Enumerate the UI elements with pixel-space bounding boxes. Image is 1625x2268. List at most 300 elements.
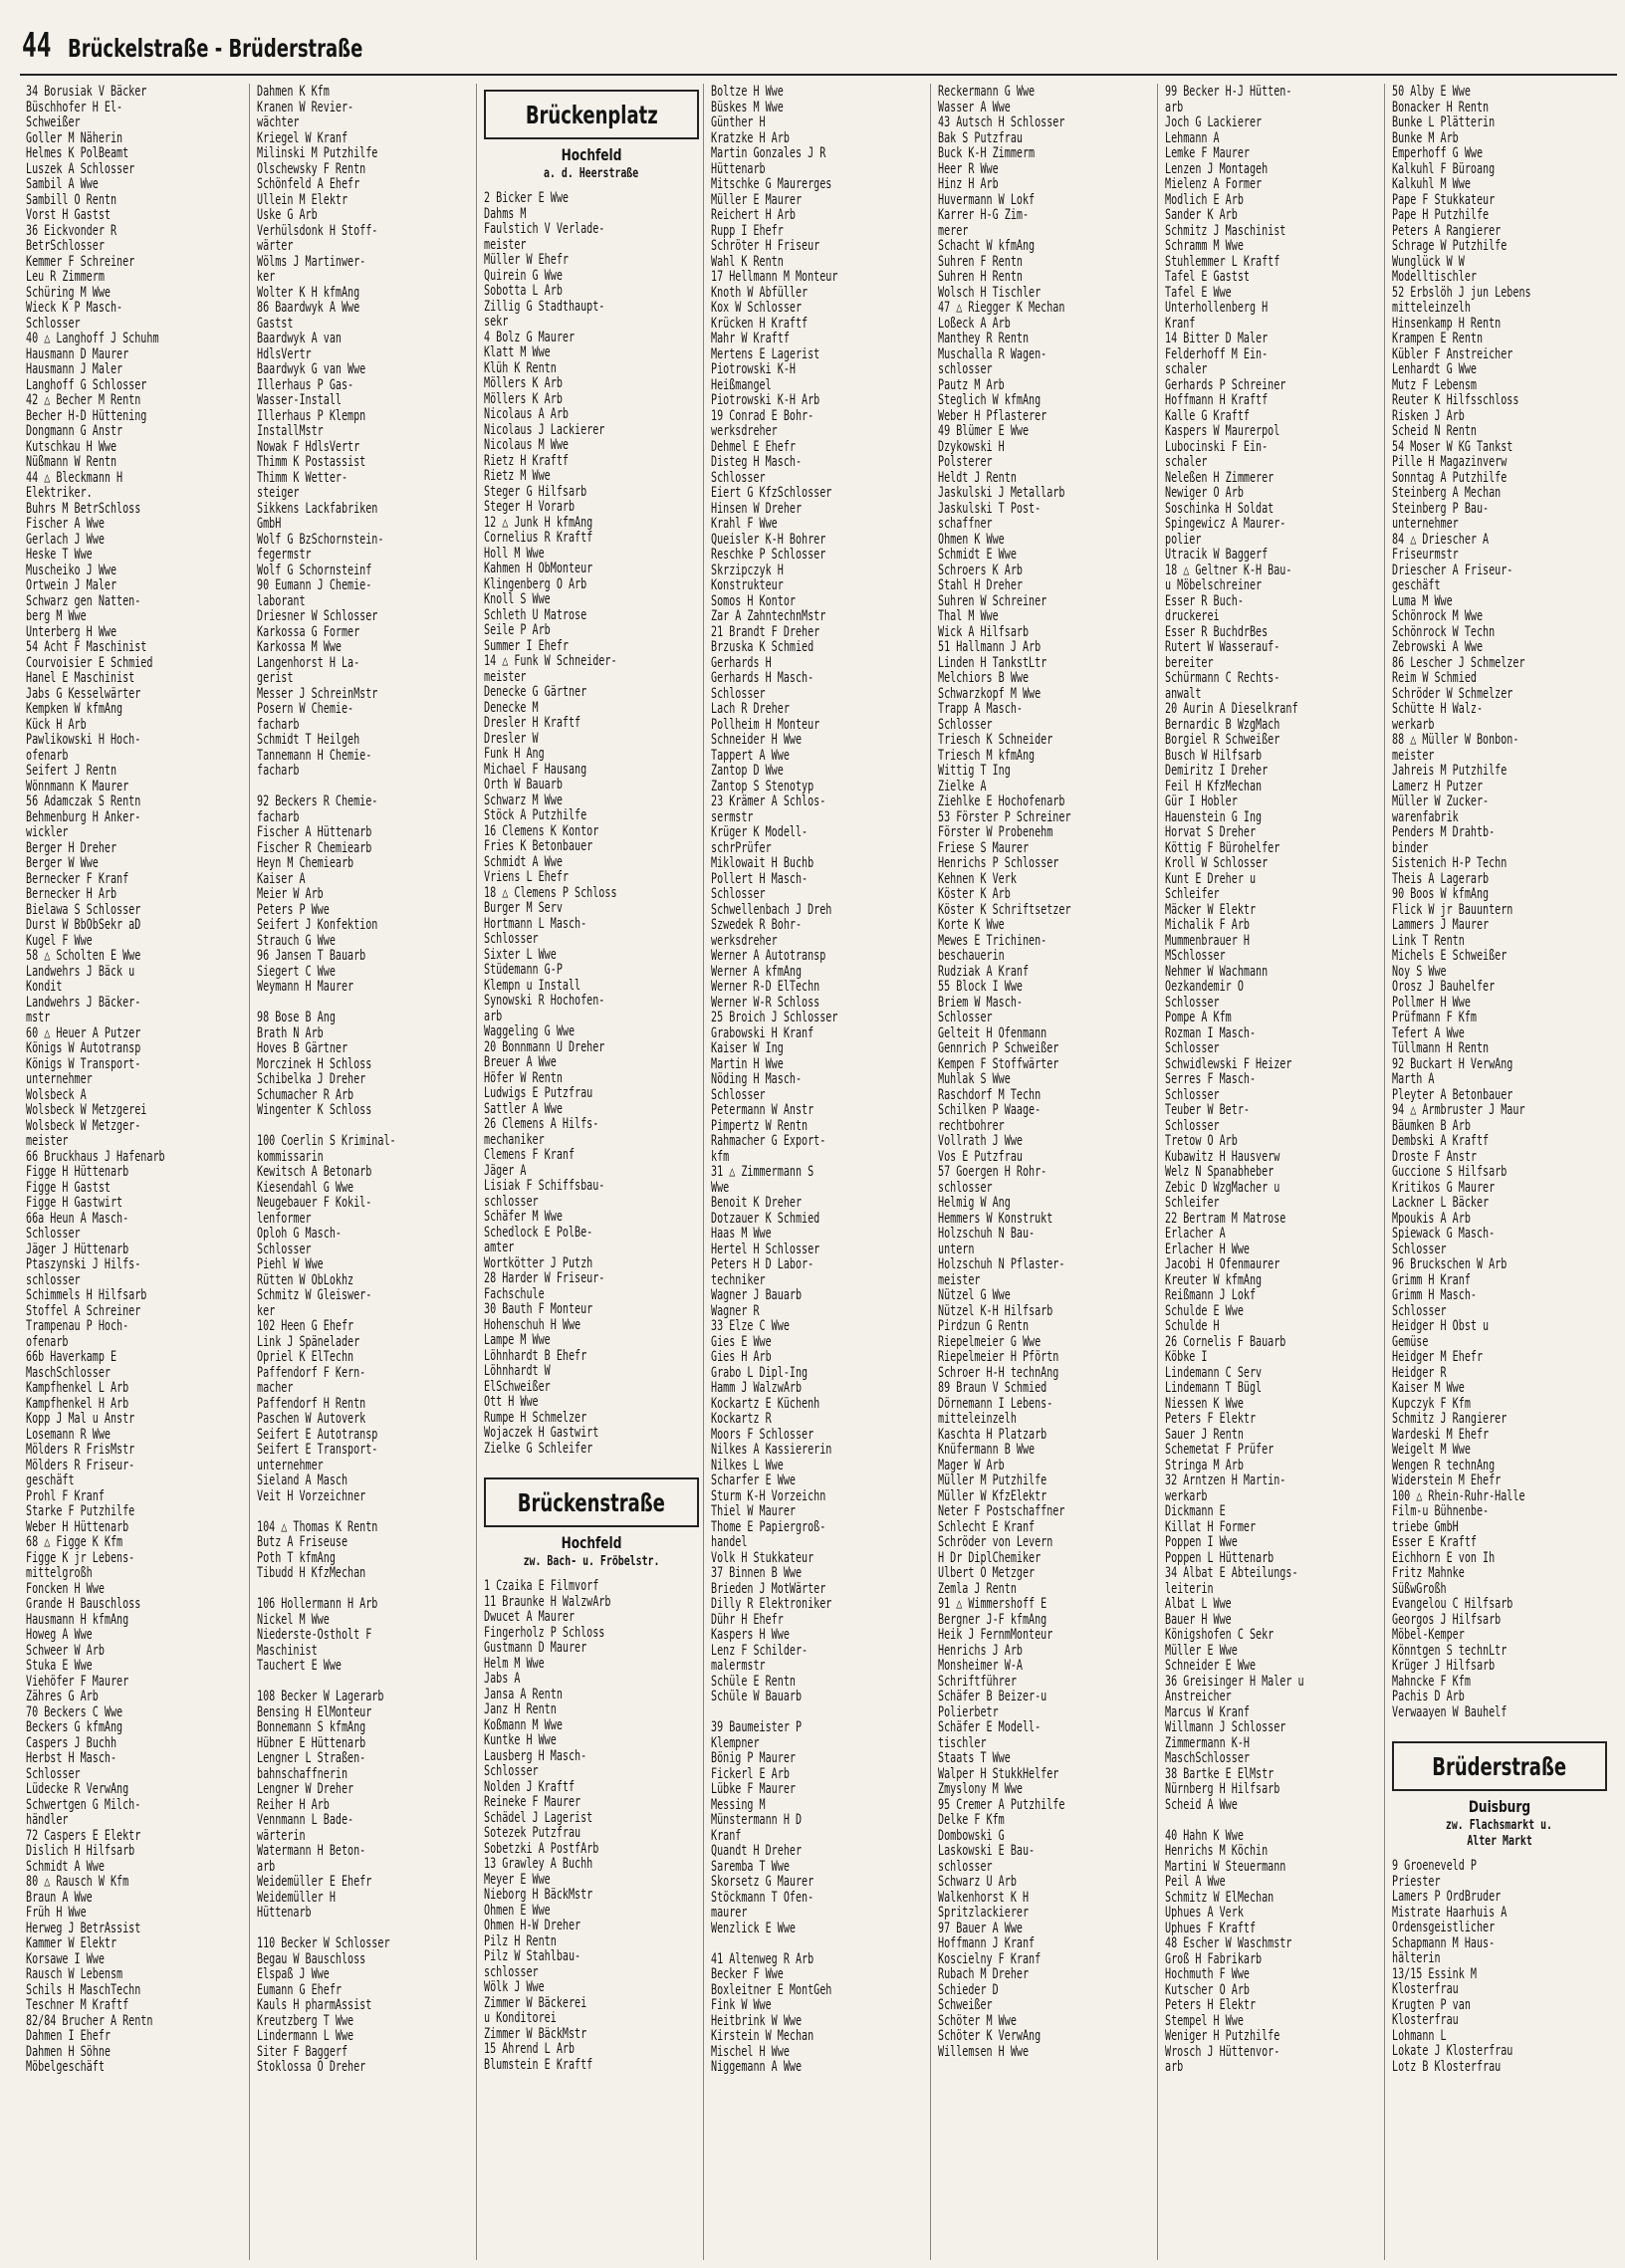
resident-entry: 4 Bolz G Maurer — [483, 329, 576, 345]
resident-entry: Buck K-H Zimmerm — [937, 145, 1036, 161]
resident-entry: Nicolaus A Arb — [483, 406, 569, 422]
resident-entry: 11 Braunke H WalzwArb — [483, 1593, 611, 1610]
resident-entry: 90 Boos W kfmAng — [1391, 886, 1490, 902]
resident-entry: Peters H D Labor- — [710, 1256, 814, 1272]
resident-entry: Schlosser — [710, 685, 766, 702]
resident-entry: Möllers K Arb — [483, 390, 563, 407]
resident-entry: 1 Czaika E Filmvorf — [483, 1578, 599, 1594]
resident-entry: 38 Bartke E ElMstr — [1164, 1765, 1275, 1782]
district-name: Hochfeld — [561, 145, 622, 164]
resident-entry: Kampfhenkel L Arb — [26, 1380, 129, 1396]
resident-entry: Kopp J Mal u Anstr — [26, 1411, 135, 1427]
resident-entry: Unterhollenberg H — [1164, 300, 1269, 316]
resident-entry: Herbst H Masch- — [26, 1750, 117, 1766]
resident-entry: Dongmann G Anstr — [26, 423, 123, 439]
resident-entry: Schlosser — [256, 1241, 312, 1257]
resident-entry: 17 Hellmann M Monteur — [710, 269, 838, 285]
resident-entry: Muscheiko J Wwe — [26, 562, 117, 578]
resident-entry: Ohmen E Wwe — [483, 1902, 551, 1919]
resident-entry: meister — [483, 668, 527, 685]
resident-entry: Mewes E Trichinen- — [937, 932, 1047, 949]
resident-entry: Scheid A Wwe — [1164, 1796, 1238, 1813]
resident-entry: facharb — [256, 763, 300, 779]
resident-entry: Widerstein M Ehefr — [1391, 1473, 1502, 1488]
resident-entry: Siter F Baggerf — [256, 2043, 348, 2060]
resident-entry: Weber H Pflasterer — [937, 407, 1047, 424]
resident-entry: Konstrukteur — [710, 577, 784, 593]
resident-entry: Dörnemann I Lebens- — [937, 1395, 1053, 1412]
page-header — [20, 22, 1617, 76]
resident-entry: Büschhofer H El- — [26, 99, 123, 115]
resident-entry: Pollheim H Monteur — [710, 716, 820, 733]
resident-entry: 18 △ Clemens P Schloss — [483, 884, 617, 901]
resident-entry: Kuntke H Wwe — [483, 1732, 557, 1748]
resident-entry: GmbH — [256, 516, 282, 532]
resident-entry: 25 Broich J Schlosser — [710, 1010, 838, 1025]
resident-entry: Willmann J Schlosser — [1164, 1719, 1286, 1735]
resident-entry: Landwehrs J Bäcker- — [26, 994, 141, 1011]
resident-entry: Rütten W ObLokhz — [256, 1271, 354, 1288]
resident-entry: Schlosser — [1164, 1086, 1220, 1103]
resident-entry: Dwucet A Maurer — [483, 1609, 576, 1625]
directory-column — [1384, 84, 1611, 2260]
resident-entry: Petermann W Anstr — [710, 1102, 814, 1118]
resident-entry: Seifert E Transport- — [256, 1442, 378, 1458]
resident-entry: schrPrüfer — [710, 839, 772, 856]
resident-entry: 20 Bonnmann U Dreher — [483, 1038, 605, 1055]
resident-entry: Rubach M Dreher — [937, 1966, 1029, 1982]
resident-entry: schlosser — [26, 1271, 81, 1288]
resident-entry: Buhrs M BetrSchloss — [26, 500, 141, 517]
resident-entry: Höfer W Rentn — [483, 1069, 563, 1086]
resident-entry: Königs W Autotransp — [26, 1040, 141, 1056]
resident-entry: Zielke G Schleifer — [483, 1440, 593, 1457]
resident-entry: Boltze H Wwe — [710, 84, 784, 100]
resident-entry: Mäcker W Elektr — [1164, 901, 1256, 918]
resident-entry: 70 Beckers C Wwe — [26, 1703, 123, 1720]
resident-entry: Lampe M Wwe — [483, 1332, 551, 1348]
resident-entry: Paffendorf H Rentn — [256, 1395, 366, 1412]
resident-entry: Lemke F Maurer — [1164, 145, 1250, 161]
resident-entry: Zantop S Stenotyp — [710, 778, 814, 794]
spacer — [1392, 1850, 1611, 1858]
resident-entry: 98 Bose B Ang — [256, 1010, 336, 1025]
resident-entry: Clemens F Kranf — [483, 1147, 576, 1163]
resident-entry — [257, 1674, 414, 1690]
resident-entry: Klingenberg O Arb — [483, 575, 587, 592]
resident-entry: 36 Greisinger H Maler u — [1164, 1673, 1304, 1690]
resident-entry: Wojaczek H Gastwirt — [483, 1425, 599, 1441]
resident-entry: Losemann R Wwe — [26, 1426, 111, 1443]
resident-entry: Fries K Betonbauer — [483, 838, 593, 854]
resident-entry: Rausch W Lebensm — [26, 1966, 123, 1982]
resident-entry: Schöter M Wwe — [937, 2012, 1017, 2029]
resident-entry: Rietz H Kraftf — [483, 452, 569, 469]
resident-entry: Reuter K Hilfsschloss — [1391, 392, 1519, 408]
resident-entry: Poppen I Wwe — [1164, 1534, 1238, 1550]
resident-entry: Nüßmann W Rentn — [26, 454, 117, 470]
resident-entry: Feil H KfzMechan — [1164, 778, 1263, 794]
resident-entry: Sambill O Rentn — [26, 191, 117, 208]
resident-entry: Krahl F Wwe — [710, 516, 778, 532]
resident-entry: Stöckmann T Ofen- — [710, 1889, 814, 1906]
resident-entry: Klatt M Wwe — [483, 344, 551, 360]
resident-entry: Möbel-Kemper — [1391, 1627, 1465, 1643]
resident-entry: Wolsbeck A — [26, 1086, 87, 1103]
resident-entry: Kreuter W kfmAng — [1164, 1271, 1263, 1288]
resident-entry: 68 △ Figge K Kfm — [26, 1534, 123, 1550]
resident-entry: Penders M Drahtb- — [1391, 824, 1496, 840]
resident-entry: Siegert C Wwe — [256, 963, 336, 980]
resident-entry: tischler — [937, 1734, 987, 1751]
resident-entry: Kranf — [710, 1827, 742, 1844]
resident-entry: Kritikos G Maurer — [1391, 1179, 1496, 1196]
resident-entry: Modlich E Arb — [1164, 191, 1244, 208]
resident-entry: Schüle W Bauarb — [710, 1689, 802, 1704]
resident-entry: Caspers J Buchh — [26, 1734, 117, 1751]
resident-entry: Thiel W Maurer — [710, 1503, 796, 1519]
resident-entry: Stöck A Putzhilfe — [483, 807, 587, 823]
resident-entry: Fachschule — [483, 1285, 545, 1302]
resident-entry: Faulstich V Verlade- — [483, 221, 605, 237]
resident-entry: 21 Brandt F Dreher — [710, 623, 820, 640]
resident-entry: Illerhaus P Klempn — [256, 407, 366, 424]
resident-entry: ker — [256, 1302, 276, 1319]
resident-entry: Lisiak F Schiffsbau- — [483, 1178, 605, 1194]
resident-entry: Kalkuhl M Wwe — [1391, 176, 1471, 192]
resident-entry: Holzschuh N Bau- — [937, 1226, 1036, 1242]
resident-entry: 92 Buckart H VerwAng — [1391, 1055, 1513, 1072]
street-section-note — [1392, 1818, 1607, 1834]
resident-entry: Schneider H Wwe — [710, 732, 802, 748]
resident-entry: Erlacher H Wwe — [1164, 1241, 1250, 1257]
resident-entry: Lokate J Klosterfrau — [1391, 2043, 1513, 2059]
resident-entry: Henrichs P Schlosser — [937, 855, 1059, 871]
resident-entry: ofenarb — [26, 747, 69, 764]
resident-entry: Neugebauer F Kokil- — [256, 1195, 372, 1211]
resident-entry: Suhren F Rentn — [937, 253, 1023, 270]
resident-entry: Figge H Gastst — [26, 1179, 111, 1196]
resident-entry: schaffner — [937, 516, 993, 532]
resident-entry: 56 Adamczak S Rentn — [26, 794, 141, 809]
resident-entry: Schwarz U Arb — [937, 1874, 1017, 1890]
resident-entry: bahnschaffnerin — [256, 1765, 348, 1782]
resident-entry: Zähres G Arb — [26, 1689, 99, 1704]
resident-entry: macher — [256, 1380, 294, 1396]
resident-entry: Cornelius R Kraftf — [483, 530, 593, 546]
resident-entry: Gemüse — [1391, 1333, 1429, 1350]
resident-entry: Schlecht E Kranf — [937, 1518, 1036, 1535]
resident-entry: 97 Bauer A Wwe — [937, 1920, 1023, 1936]
resident-entry: Kaiser W Ing — [710, 1040, 784, 1056]
resident-entry: Hanel E Maschinist — [26, 670, 135, 686]
resident-entry: HdlsVertr — [256, 345, 312, 362]
resident-entry: 12 △ Junk H kfmAng — [483, 514, 593, 531]
resident-entry: Linden H TankstLtr — [937, 654, 1047, 671]
resident-entry: Spiewack G Masch- — [1391, 1226, 1496, 1242]
resident-entry: Schneider E Wwe — [1164, 1658, 1256, 1674]
directory-columns — [22, 84, 1611, 2260]
resident-entry: Schröter H Friseur — [710, 238, 820, 254]
resident-entry: Polsterer — [937, 454, 993, 470]
resident-entry: Reineke F Maurer — [483, 1794, 581, 1810]
resident-entry: Steglich W kfmAng — [937, 392, 1042, 408]
resident-entry: Moors F Schlosser — [710, 1426, 814, 1443]
resident-entry: Bensing H ElMonteur — [256, 1703, 372, 1720]
resident-entry: Mummenbrauer H — [1164, 932, 1250, 949]
resident-entry: Hausmann J Maler — [26, 361, 123, 377]
resident-entry — [711, 1935, 868, 1951]
resident-entry: Lenz F Schilder- — [710, 1642, 809, 1659]
resident-entry: Bernecker H Arb — [26, 886, 117, 902]
resident-entry: arb — [483, 1008, 503, 1024]
resident-entry: Piehl W Wwe — [256, 1256, 324, 1272]
resident-entry: 30 Bauth F Monteur — [483, 1301, 593, 1317]
resident-entry: Schlosser — [1164, 994, 1220, 1011]
resident-entry: Mitschke G Maurerges — [710, 176, 832, 192]
resident-entry: Schmitz W ElMechan — [1164, 1889, 1275, 1906]
resident-entry: 53 Förster P Schreiner — [937, 808, 1071, 825]
resident-entry: Kox W Schlosser — [710, 300, 802, 316]
resident-entry: Behmenburg H Anker- — [26, 808, 141, 825]
resident-entry: Kalle G Kraftf — [1164, 407, 1250, 424]
resident-entry: Holzschuh N Pflaster- — [937, 1256, 1065, 1272]
resident-entry: Staats T Wwe — [937, 1750, 1011, 1766]
resident-entry: Seifert J Konfektion — [256, 917, 378, 933]
resident-entry: Scharfer E Wwe — [710, 1473, 796, 1488]
resident-entry: Bergner J-F kfmAng — [937, 1611, 1047, 1628]
resident-entry: Dahmen H Söhne — [26, 2043, 111, 2060]
resident-entry: Sistenich H-P Techn — [1391, 855, 1508, 871]
street-section-note — [1392, 1834, 1607, 1850]
resident-entry: Krampen E Rentn — [1391, 331, 1483, 346]
resident-entry: Thal M Wwe — [937, 608, 999, 624]
resident-entry: unternehmer — [26, 1071, 93, 1087]
resident-entry: Sauer J Rentn — [1164, 1426, 1244, 1443]
district-heading — [484, 145, 699, 165]
resident-entry: Hinsenkamp H Rentn — [1391, 315, 1502, 332]
resident-entry: Kranf — [1164, 315, 1196, 332]
resident-entry: 102 Heen G Ehefr — [256, 1318, 354, 1334]
resident-entry: Schönrock W Techn — [1391, 623, 1496, 640]
resident-entry: Werner A Autotransp — [710, 948, 826, 964]
resident-entry: Lackner L Bäcker — [1391, 1195, 1490, 1211]
resident-entry: Eiert G KfzSchlosser — [710, 485, 832, 501]
resident-entry: Dresler H Kraftf — [483, 715, 581, 731]
resident-entry: Suhren W Schreiner — [937, 592, 1047, 609]
resident-entry: Polierbetr — [937, 1703, 999, 1720]
resident-entry: Stempel H Wwe — [1164, 2012, 1244, 2029]
resident-entry: Weidemüller H — [256, 1889, 336, 1906]
resident-entry: Laskowski E Bau- — [937, 1843, 1036, 1859]
resident-entry: Groß H Fabrikarb — [1164, 1950, 1263, 1967]
resident-entry: Baardwyk G van Wwe — [256, 361, 366, 377]
resident-entry: Schwidlewski F Heizer — [1164, 1055, 1292, 1072]
resident-entry: Nehmer W Wachmann — [1164, 963, 1269, 980]
resident-entry: Trapp A Masch- — [937, 701, 1023, 717]
resident-entry: Sobotta L Arb — [483, 283, 563, 299]
resident-entry: Lüdecke R VerwAng — [26, 1781, 129, 1797]
resident-entry: Dotzauer K Schmied — [710, 1210, 820, 1227]
resident-entry: Mistrate Haarhuis A — [1391, 1904, 1508, 1921]
resident-entry: Becker F Wwe — [710, 1966, 784, 1982]
resident-entry: Schweißer — [937, 1997, 993, 2013]
resident-entry: Felderhoff M Ein- — [1164, 345, 1269, 362]
resident-entry: 89 Braun V Schmied — [937, 1380, 1047, 1396]
resident-entry: Wortkötter J Putzh — [483, 1254, 593, 1271]
resident-entry: Jabs G Kesselwärter — [26, 685, 141, 702]
resident-entry: Wenzlick E Wwe — [710, 1920, 796, 1936]
resident-entry: Prohl F Kranf — [26, 1487, 105, 1504]
resident-entry: händler — [26, 1812, 69, 1828]
resident-entry: Eumann G Ehefr — [256, 1981, 342, 1998]
resident-entry: 91 △ Wimmershoff E — [937, 1596, 1047, 1612]
resident-entry: Horvat S Dreher — [1164, 824, 1256, 840]
resident-entry: Steinberg A Mechan — [1391, 485, 1502, 501]
resident-entry: Schleth U Matrose — [483, 606, 587, 623]
resident-entry: handel — [710, 1534, 748, 1550]
resident-entry: Quandt H Dreher — [710, 1843, 802, 1859]
resident-entry: Strauch G Wwe — [256, 932, 336, 949]
resident-entry: Illerhaus P Gas- — [256, 376, 354, 393]
resident-entry: Walkenhorst K H — [937, 1889, 1029, 1906]
resident-entry: Queisler K-H Bohrer — [710, 531, 826, 548]
resident-entry: Köbke I — [1164, 1349, 1208, 1365]
resident-entry: Mager W Arb — [937, 1457, 1005, 1474]
resident-entry: Droste F Anstr — [1391, 1148, 1477, 1165]
resident-entry: Raschdorf M Techn — [937, 1086, 1042, 1103]
resident-entry: Wasser-Install — [256, 392, 342, 408]
resident-entry: Schroer H-H technAng — [937, 1364, 1059, 1381]
resident-entry: 84 △ Driescher A — [1391, 531, 1490, 548]
resident-entry: Rumpe H Schmelzer — [483, 1409, 587, 1426]
resident-entry: 104 △ Thomas K Rentn — [256, 1518, 378, 1535]
resident-entry: Ott H Wwe — [483, 1394, 539, 1410]
resident-entry: Sander K Arb — [1164, 207, 1238, 223]
resident-entry: Schüring M Wwe — [26, 284, 111, 301]
resident-entry: Schleifer — [1164, 1195, 1220, 1211]
section-text: zw. Flachsmarkt u. — [1446, 1818, 1553, 1833]
resident-entry: Pilz H Rentn — [483, 1932, 557, 1949]
resident-entry: mechaniker — [483, 1131, 545, 1148]
resident-entry: merer — [937, 222, 969, 239]
resident-entry: Poppen L Hüttenarb — [1164, 1549, 1275, 1566]
resident-entry: 106 Hollermann H Arb — [256, 1596, 378, 1612]
resident-entry: Könntgen S technLtr — [1391, 1642, 1508, 1659]
resident-entry: 28 Harder W Friseur- — [483, 1270, 605, 1286]
street-section-note — [484, 166, 699, 182]
resident-entry: Hemmers W Konstrukt — [937, 1210, 1053, 1227]
resident-entry: Orth W Bauarb — [483, 777, 563, 793]
resident-entry: Werner R-D ElTechn — [710, 979, 820, 995]
resident-entry: 37 Binnen B Wwe — [710, 1565, 802, 1581]
resident-entry: Schlosser — [483, 931, 539, 947]
resident-entry: Ohmen K Wwe — [937, 531, 1005, 548]
section-text: a. d. Heerstraße — [544, 166, 639, 181]
resident-entry: Stoffel A Schreiner — [26, 1302, 141, 1319]
resident-entry: wickler — [26, 824, 69, 840]
resident-entry: 43 Autsch H Schlosser — [937, 114, 1065, 130]
resident-entry: Stuka E Wwe — [26, 1658, 93, 1674]
resident-entry: Dembski A Kraftf — [1391, 1133, 1490, 1149]
resident-entry: Tafel E Gastst — [1164, 269, 1250, 285]
resident-entry: Lausberg H Masch- — [483, 1747, 587, 1764]
resident-entry: MaschSchlosser — [1164, 1750, 1250, 1766]
resident-entry: Funk H Ang — [483, 746, 545, 762]
resident-entry: Wagner R — [710, 1302, 760, 1319]
resident-entry: malermstr — [710, 1658, 766, 1674]
resident-entry: Bäumken B Arb — [1391, 1117, 1471, 1134]
resident-entry: Nürnberg H Hilfsarb — [1164, 1781, 1280, 1797]
resident-entry — [257, 995, 414, 1011]
resident-entry: Zillig G Stadthaupt- — [483, 298, 605, 315]
resident-entry: Becher H-D Hüttening — [26, 407, 147, 424]
resident-entry: Gennrich P Schweißer — [937, 1040, 1059, 1056]
section-text: Alter Markt — [1467, 1834, 1532, 1849]
resident-entry: 34 Borusiak V Bäcker — [26, 84, 147, 100]
resident-entry: Dahms M — [483, 205, 527, 222]
district-name: Duisburg — [1468, 1797, 1531, 1816]
resident-entry: Braun A Wwe — [26, 1889, 93, 1906]
resident-entry: 40 Hahn K Wwe — [1164, 1827, 1244, 1844]
resident-entry: 39 Baumeister P — [710, 1719, 802, 1735]
resident-entry: Wolter K H kfmAng — [256, 284, 360, 301]
resident-entry: 34 Albat E Abteilungs- — [1164, 1565, 1298, 1581]
resident-entry: Delke F Kfm — [937, 1812, 1005, 1828]
resident-entry: sermstr — [710, 808, 754, 825]
resident-entry: Langenhorst H La- — [256, 654, 360, 671]
resident-entry: Weymann H Maurer — [256, 979, 354, 995]
resident-entry: 47 △ Riegger K Mechan — [937, 300, 1065, 316]
resident-entry: Baardwyk A van — [256, 331, 342, 346]
resident-entry: Schulde H — [1164, 1318, 1220, 1334]
resident-entry: Newiger O Arb — [1164, 485, 1244, 501]
resident-entry: Schriftführer — [937, 1673, 1017, 1690]
resident-entry: berg M Wwe — [26, 608, 87, 624]
resident-entry: Zebic D WzgMacher u — [1164, 1179, 1280, 1196]
resident-entry: Soschinka H Soldat — [1164, 500, 1275, 517]
resident-entry: Seifert J Rentn — [26, 763, 117, 779]
resident-entry: Dresler W — [483, 730, 539, 747]
resident-entry: Heitbrink W Wwe — [710, 2012, 802, 2029]
resident-entry: Volk H Stukkateur — [710, 1549, 814, 1566]
resident-entry: Luma M Wwe — [1391, 592, 1453, 609]
resident-entry: Heidger M Ehefr — [1391, 1349, 1483, 1365]
resident-entry: Henrichs J Arb — [937, 1642, 1023, 1659]
resident-entry: Anstreicher — [1164, 1689, 1232, 1704]
resident-entry: Triesch K Schneider — [937, 732, 1053, 748]
directory-column — [249, 84, 476, 2260]
directory-column — [930, 84, 1157, 2260]
resident-entry: Zar A ZahntechnMstr — [710, 608, 826, 624]
resident-entry: Gies E Wwe — [710, 1333, 772, 1350]
resident-entry: Nieborg H BäckMstr — [483, 1887, 593, 1903]
resident-entry: Tefert A Wwe — [1391, 1024, 1465, 1041]
resident-entry — [257, 1921, 414, 1936]
resident-entry: Tretow O Arb — [1164, 1133, 1238, 1149]
resident-entry: binder — [1391, 839, 1429, 856]
resident-entry: Karrer H-G Zim- — [937, 207, 1029, 223]
resident-entry: Jaskulski T Post- — [937, 500, 1042, 517]
resident-entry: Waggeling G Wwe — [483, 1023, 576, 1039]
resident-entry: 48 Escher W Waschmstr — [1164, 1935, 1292, 1951]
resident-entry: Heidger R — [1391, 1364, 1447, 1381]
resident-entry: Wölms J Martinwer- — [256, 253, 366, 270]
resident-entry: 51 Hallmann J Arb — [937, 639, 1042, 655]
resident-entry: polier — [1164, 531, 1202, 548]
resident-entry: Sonntag A Putzhilfe — [1391, 469, 1508, 486]
resident-entry: Schils H MaschTechn — [26, 1981, 141, 1998]
